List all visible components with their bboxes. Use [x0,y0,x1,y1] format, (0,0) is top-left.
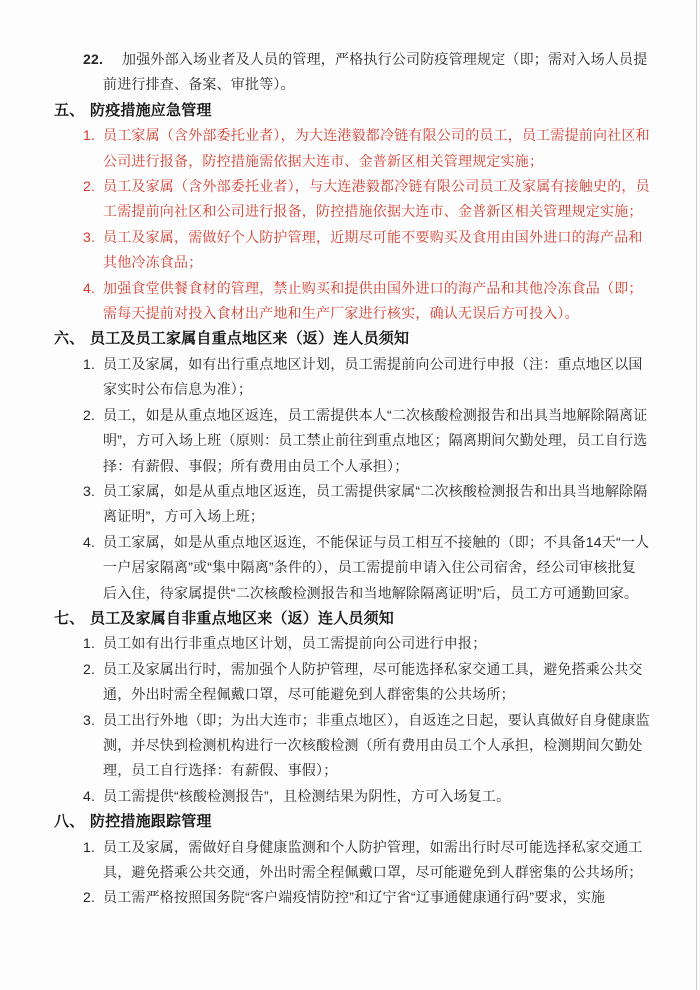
document-content [54,47,650,911]
list-item [54,885,650,910]
section-title: 员工及员工家属自重点地区来（返）连人员须知 [90,330,410,348]
item-number: 2. [83,406,96,423]
list-item [54,835,650,886]
list-item [54,708,650,784]
list-item [54,352,650,403]
sections-root [54,98,650,911]
section [54,98,650,327]
item-text: 员工，如是从重点地区返连，员工需提供本人“二次核酸检测报告和出具当地解除隔离证明”，方可入场上班（原则：员工禁止前往到重点地区；隔离期间欠勤处理，员工自行选择：有薪假、事假；所有费用由员工个人承担）； [103,406,648,474]
item-number: 3. [83,711,96,728]
item-text: 员工家属（含外部委托业者），为大连港毅都冷链有限公司的员工，员工需提前向社区和公司进行报备，防控措施需依据大连市、金普新区相关管理规定实施； [103,127,650,169]
section-header [54,809,650,834]
item-number: 4. [83,787,96,804]
item-number: 2. [83,660,96,677]
item-text: 员工及家属，需做好个人防护管理，近期尽可能不要购买及食用由国外进口的海产品和其他冷冻食品； [103,228,643,271]
item-text: 加强外部入场业者及人员的管理，严格执行公司防疫管理规定（即；需对入场人员提前进行排查、备案、审批等）。 [103,51,648,93]
section-number: 八、 [54,813,85,831]
item-number: 1. [83,838,96,855]
list-item [54,631,650,656]
item-text: 加强食堂供餐食材的管理，禁止购买和提供由国外进口的海产品和其他冷冻食品（即；需每天提前对投入食材出产地和生产厂家进行核实，确认无误后方可投入）。 [103,279,643,322]
leading-list-item [54,47,650,98]
list-item [54,657,650,708]
item-number: 4. [83,279,96,296]
item-number: 1. [83,635,96,652]
item-text: 员工需提供“核酸检测报告”，且检测结果为阴性，方可入场复工。 [103,787,511,804]
item-number: 3. [83,228,96,245]
list-item [54,225,650,276]
list-item [54,174,650,225]
item-number: 1. [83,355,96,372]
list-item [54,479,650,530]
item-text: 员工及家属，需做好自身健康监测和个人防护管理，如需出行时尽可能选择私家交通工具，避免搭乘公共交通，外出时需全程佩戴口罩，尽可能避免到人群密集的公共场所； [103,838,643,880]
section-number: 五、 [54,101,85,119]
item-number: 1. [83,127,96,144]
item-text: 员工如有出行非重点地区计划，员工需提前向公司进行申报； [103,635,487,652]
item-text: 员工及家属出行时，需加强个人防护管理，尽可能选择私家交通工具，避免搭乘公共交通，外出时需全程佩戴口罩，尽可能避免到人群密集的公共场所； [103,660,643,703]
item-text: 员工及家属，如有出行重点地区计划，员工需提前向公司进行申报（注：重点地区以国家实时公布信息为准）； [103,355,643,398]
item-text: 员工需严格按照国务院“客户端疫情防控”和辽宁省“辽事通健康通行码”要求，实施 [103,889,606,906]
section [54,326,650,605]
item-text: 员工出行外地（即；为出大连市；非重点地区），自返连之日起，要认真做好自身健康监测，并尽快到检测机构进行一次核酸检测（所有费用由员工个人承担，检测期间欠勤处理，员工自行选择：有薪假、事假）； [103,711,650,779]
list-item [54,123,650,174]
item-number: 22. [83,51,104,67]
item-text: 员工家属，如是从重点地区返连，员工需提供家属“二次核酸检测报告和出具当地解除隔离证明”，方可入场上班； [103,482,648,525]
section-title: 防疫措施应急管理 [90,101,212,119]
item-number: 2. [83,178,96,195]
list-item [54,530,650,606]
section-header [54,606,650,631]
section-header [54,98,650,123]
section-number: 七、 [54,609,85,627]
section-title: 防控措施跟踪管理 [90,813,212,831]
item-text: 员工及家属（含外部委托业者），与大连港毅都冷链有限公司员工及家属有接触史的，员工需提前向社区和公司进行报备，防控措施依据大连市、金普新区相关管理规定实施； [103,178,650,220]
scan-edge-line [696,0,697,990]
section [54,809,650,911]
section-header [54,326,650,351]
item-number: 3. [83,482,96,499]
item-number: 2. [83,889,96,906]
section-number: 六、 [54,330,85,348]
list-item [54,784,650,809]
list-item [54,276,650,327]
item-number: 4. [83,533,96,550]
list-item [54,403,650,479]
section [54,606,650,809]
section-title: 员工及家属自非重点地区来（返）连人员须知 [90,609,395,627]
item-text: 员工家属，如是从重点地区返连，不能保证与员工相互不接触的（即；不具备14天“一人一户居家隔离”或“集中隔离”条件的），员工需提前申请入住公司宿舍，经公司审核批复后入住，待家属提供“二次核酸检测报告和当地解除隔离证明”后，员工方可通勤回家。 [103,533,650,601]
